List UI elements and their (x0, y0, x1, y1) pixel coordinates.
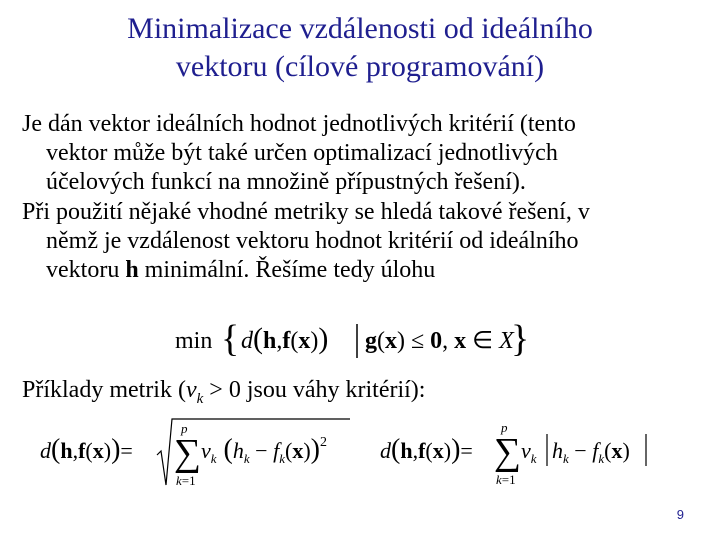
page-number: 9 (676, 507, 684, 522)
paragraph-metric (22, 198, 702, 285)
paragraph-ideal-vector (22, 110, 702, 197)
svg-text:p: p (501, 420, 508, 435)
svg-text:d(h,f(x)): d(h,f(x)) (241, 322, 329, 355)
weight-symbol: v (185, 377, 197, 403)
optimization-problem-formula (175, 318, 545, 360)
ideal-vector-symbol: h (125, 257, 139, 283)
weight-subscript: k (196, 390, 204, 407)
title-line-2: vektoru (cílové programování) (175, 50, 545, 83)
paragraph-1-line-2: vektor může být také určen optimalizací jednotlivých (46, 140, 558, 166)
paragraph-1-line-1: Je dán vektor ideálních hodnot jednotlivých kritérií (tento (22, 111, 576, 137)
examples-text-end: > 0 jsou váhy kritérií): (203, 377, 426, 403)
svg-text:d(h,f(x))=: d(h,f(x))= (40, 434, 133, 465)
svg-text:hk − fk(x): $h_k - f_k(x)$ (552, 438, 630, 466)
examples-text-start: Příklady metrik ( (22, 377, 186, 403)
svg-text:g(x) ≤ 0, x ∈ X: g(x) ≤ 0, x ∈ X (365, 328, 514, 354)
svg-text:∑: ∑ (494, 431, 522, 473)
examples-line (22, 376, 702, 414)
euclidean-metric-formula (40, 415, 370, 495)
svg-text:k=1: k=1 (496, 472, 516, 487)
absolute-metric-formula (380, 420, 670, 490)
svg-text:vk (hk − fk(x))2: $v_k$ $(h_k - f_k(x))^2$ (201, 434, 327, 466)
paragraph-2-line-3-end: minimální. Řešíme tedy úlohu (138, 257, 436, 283)
svg-text:k=1: k=1 (176, 473, 196, 488)
paragraph-2-line-3-start: vektoru (46, 257, 126, 283)
paragraph-2-line-2: němž je vzdálenost vektoru hodnot kritérií od ideálního (46, 228, 579, 254)
svg-text:p: p (181, 421, 188, 436)
svg-text:d(h,f(x))=: d(h,f(x))= (380, 434, 473, 465)
svg-text:}: } (511, 318, 530, 360)
paragraph-2-line-1: Při použití nějaké vhodné metriky se hledá takové řešení, v (22, 199, 590, 225)
svg-text:{: { (221, 318, 240, 360)
paragraph-1-line-3: účelových funkcí na množině přípustných řešení). (46, 169, 526, 195)
svg-text:min: min (175, 328, 213, 354)
paragraph-2-line-3 (22, 256, 702, 285)
slide-title (0, 10, 720, 86)
title-line-1: Minimalizace vzdálenosti od ideálního (127, 12, 593, 45)
svg-text:∑: ∑ (174, 432, 202, 474)
examples-intro (22, 376, 702, 414)
svg-text:vk: $v_k$ (521, 438, 537, 466)
